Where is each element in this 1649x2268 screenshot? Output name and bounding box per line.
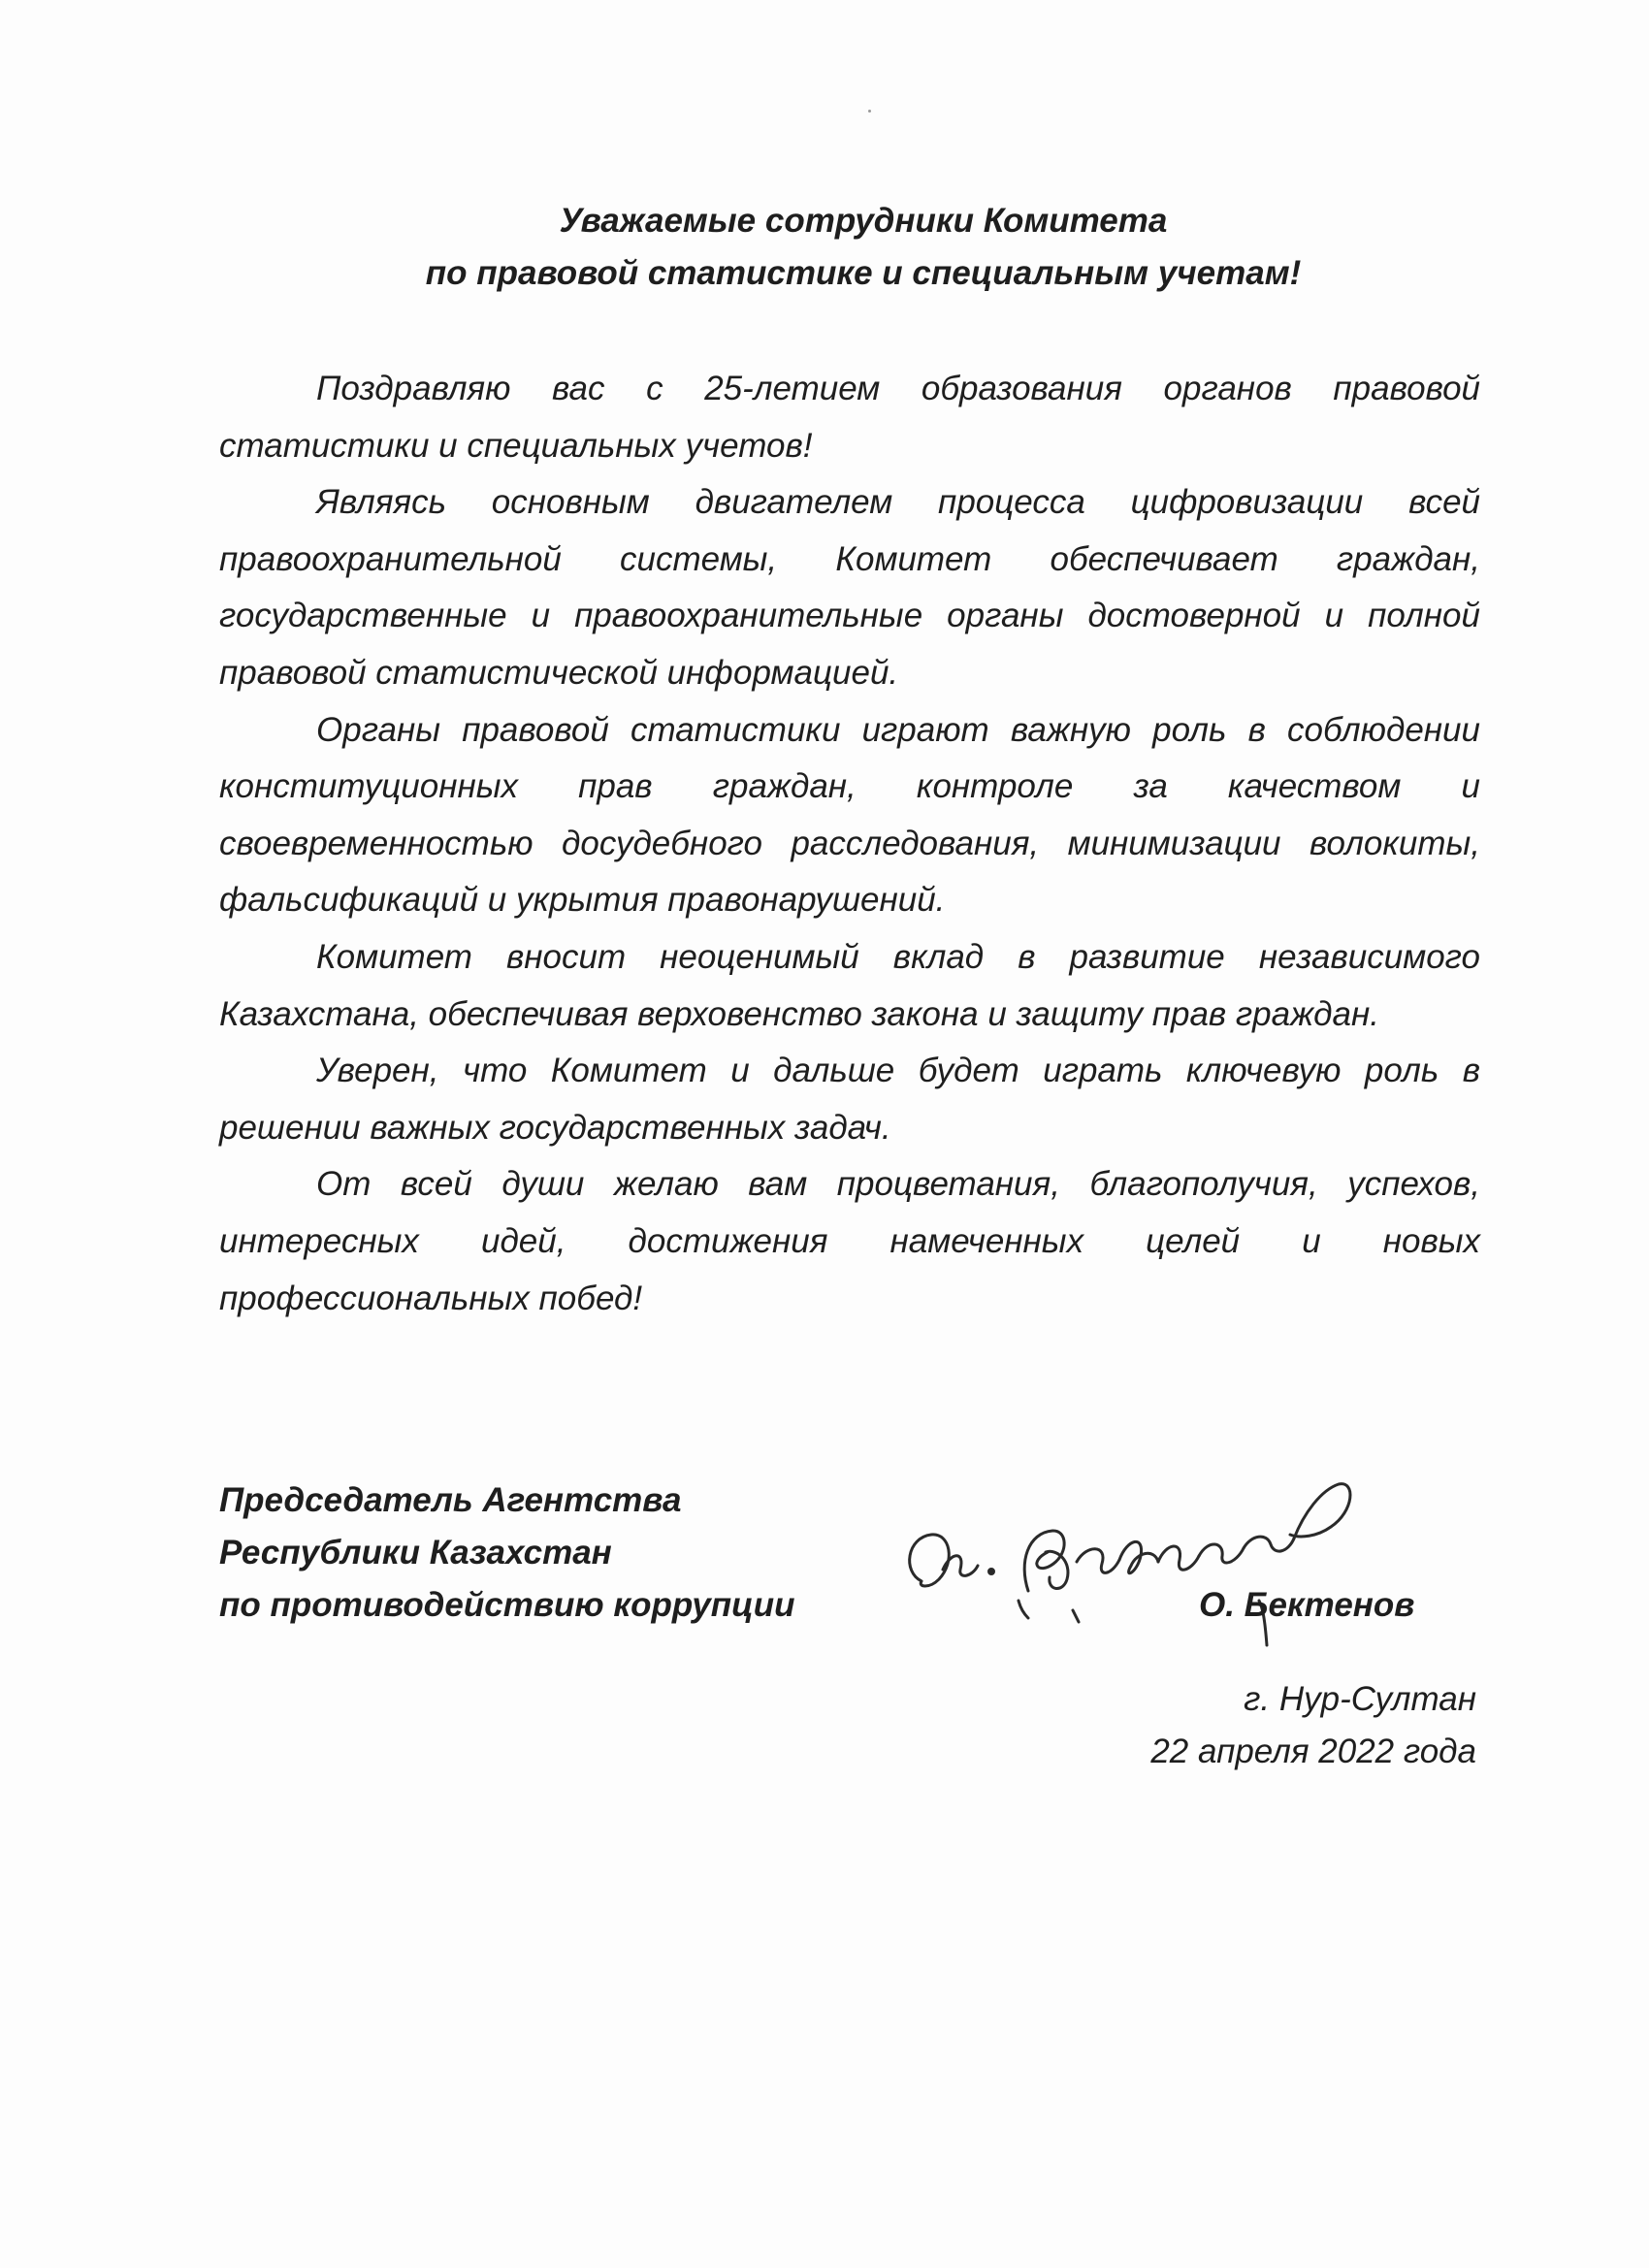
signatory-title-line-3: по противодействию коррупции (219, 1586, 795, 1624)
letter-date: 22 апреля 2022 года (1150, 1733, 1476, 1770)
signatory-name: О. Бектенов (1199, 1586, 1415, 1624)
letter-place: г. Нур-Султан (1244, 1680, 1476, 1718)
scan-speck (868, 110, 871, 113)
signatory-title-line-2: Республики Казахстан (219, 1534, 612, 1571)
letter-heading-line-2: по правовой статистике и специальным учетам! (425, 254, 1302, 292)
paragraph-role: Органы правовой статистики играют важную роль в соблюдении конституционных прав граждан, контроле за качеством и своевременностью досудебного расследования, минимизации волокиты, фальсификаций и укрытия правонарушений. (219, 710, 1480, 920)
paragraph-contribution: Комитет вносит неоценимый вклад в развитие независимого Казахстана, обеспечивая верховенство закона и защиту прав граждан. (219, 937, 1480, 1033)
signatory-title (219, 1474, 795, 1632)
paragraph-confidence: Уверен, что Комитет и дальше будет играть ключевую роль в решении важных государственных задач. (219, 1052, 1480, 1147)
letter-body (219, 361, 1480, 1327)
signatory-title-line-1: Председатель Агентства (219, 1481, 682, 1519)
paragraph-congratulation: Поздравляю вас с 25-летием образования органов правовой статистики и специальных учетов! (219, 370, 1480, 465)
letter-heading-line-1: Уважаемые сотрудники Комитета (559, 202, 1168, 240)
paragraph-digitalization: Являясь основным двигателем процесса цифровизации всей правоохранительной системы, Комитет обеспечивает граждан, государственные и правоохранительные органы достоверной и полной правовой статистической информацией. (219, 483, 1480, 692)
paragraph-wishes: От всей души желаю вам процветания, благополучия, успехов, интересных идей, достижения намеченных целей и новых профессиональных побед! (219, 1165, 1480, 1317)
